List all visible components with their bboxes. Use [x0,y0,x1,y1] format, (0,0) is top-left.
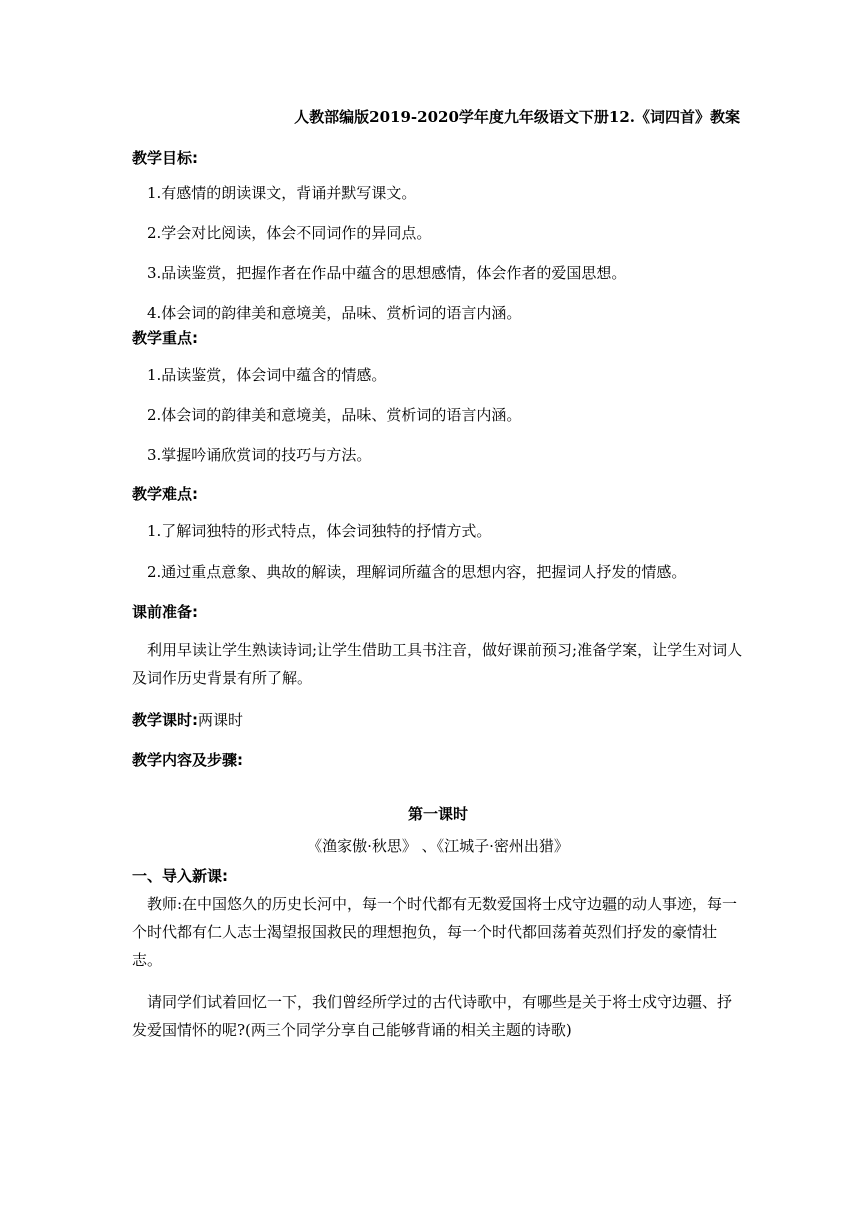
lesson-subtitle: 《渔家傲·秋思》 、《江城子·密州出猎》 [307,837,569,855]
objective-item: 1.有感情的朗读课文，背诵并默写课文。 [147,184,417,202]
lesson-paragraph: 请同学们试着回忆一下，我们曾经所学过的古代诗歌中，有哪些是关于将士戍守边疆、抒发爱国情怀的呢?(两三个同学分享自己能够背诵的相关主题的诗歌) [132,993,733,1039]
objective-item: 4.体会词的韵律美和意境美，品味、赏析词的语言内涵。 [147,304,522,322]
difficulty-item: 1.了解词独特的形式特点，体会词独特的抒情方式。 [147,522,492,540]
section-heading: 一、导入新课: [132,867,228,885]
key-points-heading: 教学重点: [132,329,198,347]
objective-item: 2.学会对比阅读，体会不同词作的异同点。 [147,224,432,242]
objective-item: 3.品读鉴赏，把握作者在作品中蕴含的思想感情，体会作者的爱国思想。 [147,264,627,282]
difficulties-heading: 教学难点: [132,485,198,503]
key-point-item: 2.体会词的韵律美和意境美，品味、赏析词的语言内涵。 [147,406,522,424]
periods-line [132,706,744,734]
periods-label: 教学课时: [132,711,198,729]
difficulty-item: 2.通过重点意象、典故的解读，理解词所蕴含的思想内容，把握词人抒发的情感。 [147,563,687,581]
document-title: 人教部编版2019-2020学年度九年级语文下册12.《词四首》教案 [294,108,740,126]
periods-value: 两课时 [198,711,244,729]
key-point-item: 1.品读鉴赏，体会词中蕴含的情感。 [147,366,387,384]
key-point-item: 3.掌握吟诵欣赏词的技巧与方法。 [147,446,372,464]
objectives-heading: 教学目标: [132,149,198,167]
lesson-title: 第一课时 [407,805,468,823]
preparation-text: 利用早读让学生熟读诗词;让学生借助工具书注音，做好课前预习;准备学案，让学生对词人及词作历史背景有所了解。 [132,641,743,687]
steps-heading: 教学内容及步骤: [132,751,243,769]
lesson-paragraph: 教师:在中国悠久的历史长河中，每一个时代都有无数爱国将士戍守边疆的动人事迹，每一个时代都有仁人志士渴望报国救民的理想抱负，每一个时代都回荡着英烈们抒发的豪情壮志。 [132,895,738,969]
preparation-heading: 课前准备: [132,603,198,621]
document-content [132,104,744,1044]
